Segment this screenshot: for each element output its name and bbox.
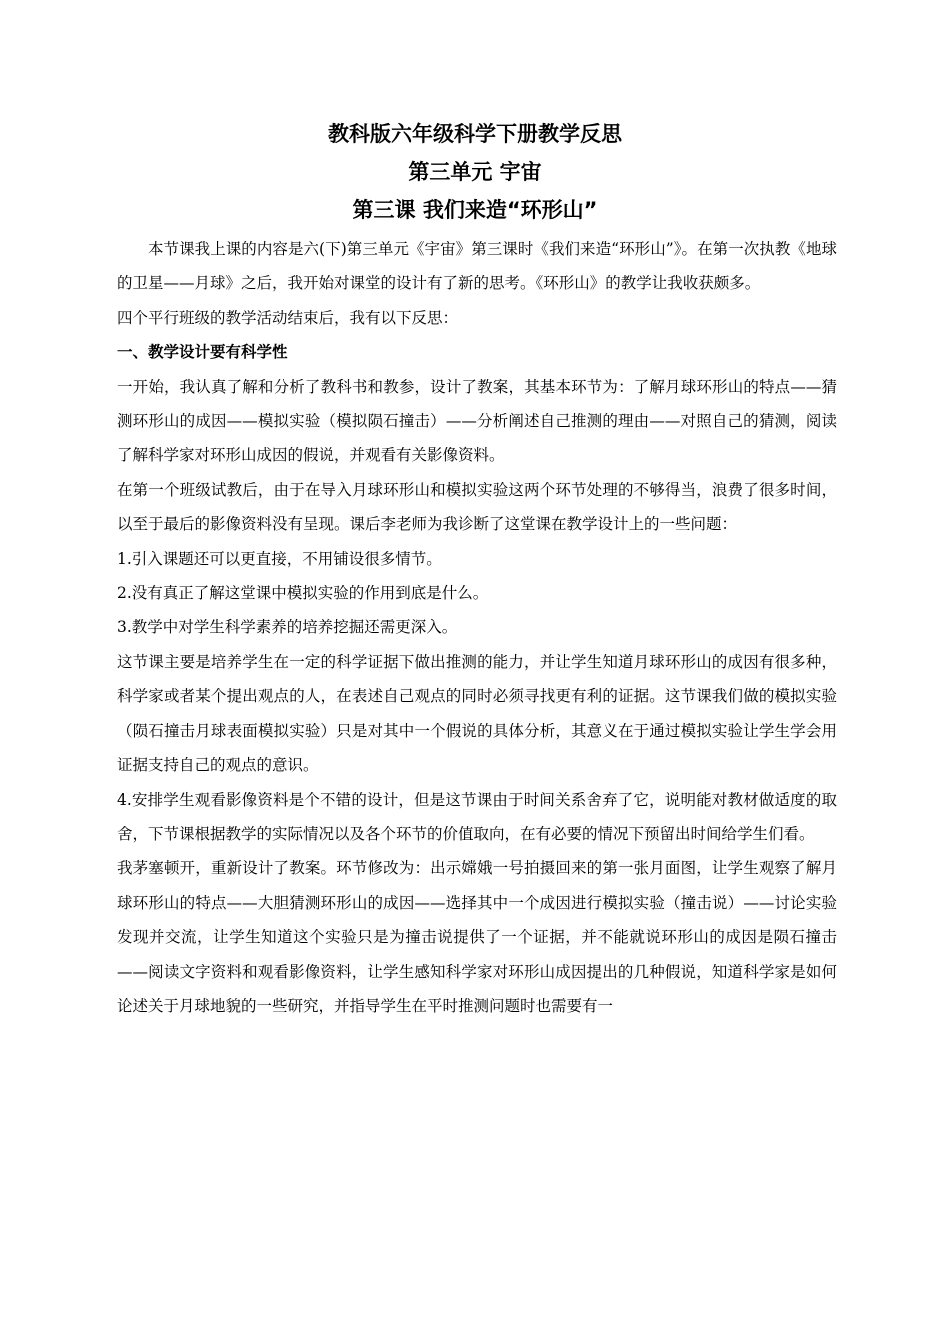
unit-title: 第三单元 宇宙: [408, 160, 542, 184]
section-heading: 一、教学设计要有科学性: [117, 343, 288, 362]
body-paragraph: 一开始，我认真了解和分析了教科书和教参，设计了教案，其基本环节为：了解月球环形山的特点——猜测环形山的成因——模拟实验（模拟陨石撞击）——分析阐述自己推测的理由——对照自己的猜测，阅读了解科学家对环形山成因的假说，并观看有关影像资料。: [117, 377, 837, 465]
body-paragraph: 四个平行班级的教学活动结束后，我有以下反思：: [117, 308, 459, 327]
document-body: [117, 232, 837, 1023]
document-title: 教科版六年级科学下册教学反思: [328, 122, 622, 146]
body-paragraph: 这节课主要是培养学生在一定的科学证据下做出推测的能力，并让学生知道月球环形山的成因有很多种，科学家或者某个提出观点的人，在表述自己观点的同时必须寻找更有利的证据。这节课我们做的模拟实验（陨石撞击月球表面模拟实验）只是对其中一个假说的具体分析，其意义在于通过模拟实验让学生学会用证据支持自己的观点的意识。: [117, 652, 837, 775]
list-item: 4.安排学生观看影像资料是个不错的设计，但是这节课由于时间关系舍弃了它，说明能对教材做适度的取舍，下节课根据教学的实际情况以及各个环节的价值取向，在有必要的情况下预留出时间给学生们看。: [117, 790, 837, 843]
list-item: 1.引入课题还可以更直接，不用铺设很多情节。: [117, 549, 442, 568]
intro-paragraph: 本节课我上课的内容是六(下)第三单元《宇宙》第三课时《我们来造“环形山”》。在第一次执教《地球的卫星——月球》之后，我开始对课堂的设计有了新的思考。《环形山》的教学让我收获颇多。: [117, 240, 837, 293]
list-item: 2.没有真正了解这堂课中模拟实验的作用到底是什么。: [117, 584, 489, 603]
lesson-title: 第三课 我们来造“环形山”: [352, 198, 598, 222]
list-item: 3.教学中对学生科学素养的培养挖掘还需更深入。: [117, 618, 458, 637]
body-paragraph: 在第一个班级试教后，由于在导入月球环形山和模拟实验这两个环节处理的不够得当，浪费了很多时间，以至于最后的影像资料没有呈现。课后李老师为我诊断了这堂课在教学设计上的一些问题：: [117, 480, 837, 534]
body-paragraph: 我茅塞顿开，重新设计了教案。环节修改为：出示嫦娥一号拍摄回来的第一张月面图，让学生观察了解月球环形山的特点——大胆猜测环形山的成因——选择其中一个成因进行模拟实验（撞击说）——讨论实验发现并交流，让学生知道这个实验只是为撞击说提供了一个证据，并不能就说环形山的成因是陨石撞击——阅读文字资料和观看影像资料，让学生感知科学家对环形山成因提出的几种假说，知道科学家是如何论述关于月球地貌的一些研究，并指导学生在平时推测问题时也需要有一: [117, 859, 837, 1015]
